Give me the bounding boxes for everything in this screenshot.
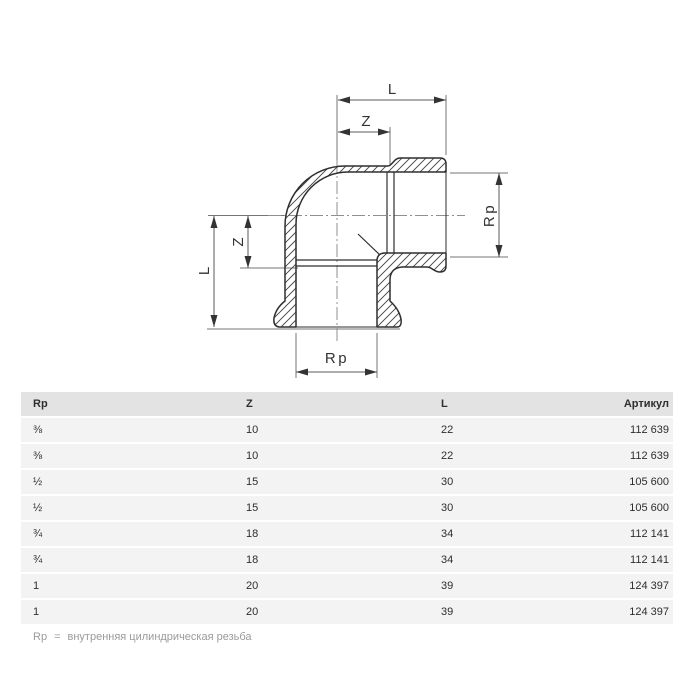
dim-label-z-left: Z <box>230 237 247 247</box>
cell-z: 10 <box>246 450 259 462</box>
cell-rp: ¾ <box>33 528 43 540</box>
table-row <box>21 470 673 496</box>
table-row <box>21 600 673 626</box>
cell-rp: ⅜ <box>33 424 43 436</box>
cell-z: 15 <box>246 476 259 488</box>
cell-z: 18 <box>246 554 259 566</box>
cell-article: 112 141 <box>630 554 669 566</box>
col-header-rp: Rp <box>33 398 48 410</box>
cell-rp: 1 <box>33 606 40 618</box>
cell-article: 112 639 <box>630 424 669 436</box>
table-row <box>21 574 673 600</box>
cell-article: 105 600 <box>629 502 669 514</box>
cell-rp: 1 <box>33 580 40 592</box>
cell-l: 30 <box>441 476 454 488</box>
cell-z: 10 <box>246 424 259 436</box>
dimension-arrows <box>211 97 503 376</box>
cell-article: 112 639 <box>630 450 669 462</box>
cell-l: 22 <box>441 424 454 436</box>
cell-l: 30 <box>441 502 454 514</box>
centerlines <box>268 160 465 344</box>
cell-l: 22 <box>441 450 454 462</box>
cell-z: 15 <box>246 502 259 514</box>
cell-z: 20 <box>246 580 259 592</box>
table-row <box>21 522 673 548</box>
col-header-l: L <box>441 398 448 410</box>
fitting-junction-wall-section <box>377 253 446 327</box>
table-row <box>21 418 673 444</box>
cell-l: 39 <box>441 580 454 592</box>
extension-lines <box>207 95 508 378</box>
cell-article: 124 397 <box>629 606 669 618</box>
cell-l: 34 <box>441 554 454 566</box>
footnote-equals: = <box>54 631 61 643</box>
footnote-term: Rp <box>33 631 48 643</box>
cell-rp: ¾ <box>33 554 43 566</box>
dim-label-l-left: L <box>196 266 213 276</box>
dim-label-rp-right: Rp <box>481 202 498 228</box>
col-header-z: Z <box>246 398 253 410</box>
cell-article: 124 397 <box>629 580 669 592</box>
table-row <box>21 548 673 574</box>
cell-article: 105 600 <box>629 476 669 488</box>
fitting-outer-wall-section <box>274 158 446 327</box>
thread-detail-lines <box>296 172 446 327</box>
cell-rp: ½ <box>33 476 43 488</box>
cell-z: 18 <box>246 528 259 540</box>
cell-rp: ½ <box>33 502 43 514</box>
dim-label-l-top: L <box>387 81 397 98</box>
cell-z: 20 <box>246 606 259 618</box>
cell-l: 34 <box>441 528 454 540</box>
cell-rp: ⅜ <box>33 450 43 462</box>
cell-article: 112 141 <box>630 528 669 540</box>
dimension-lines <box>214 100 499 372</box>
table-header-row <box>21 392 673 418</box>
footnote <box>33 631 252 643</box>
dim-label-z-top: Z <box>361 113 371 130</box>
cell-l: 39 <box>441 606 454 618</box>
dim-label-rp-bottom: Rp <box>324 350 350 367</box>
thread-runout-line <box>358 234 380 255</box>
dimensions-table <box>21 392 673 626</box>
footnote-definition: внутренняя цилиндрическая резьба <box>67 631 252 643</box>
col-header-article: Артикул <box>623 398 669 410</box>
table-row <box>21 444 673 470</box>
table-row <box>21 496 673 522</box>
